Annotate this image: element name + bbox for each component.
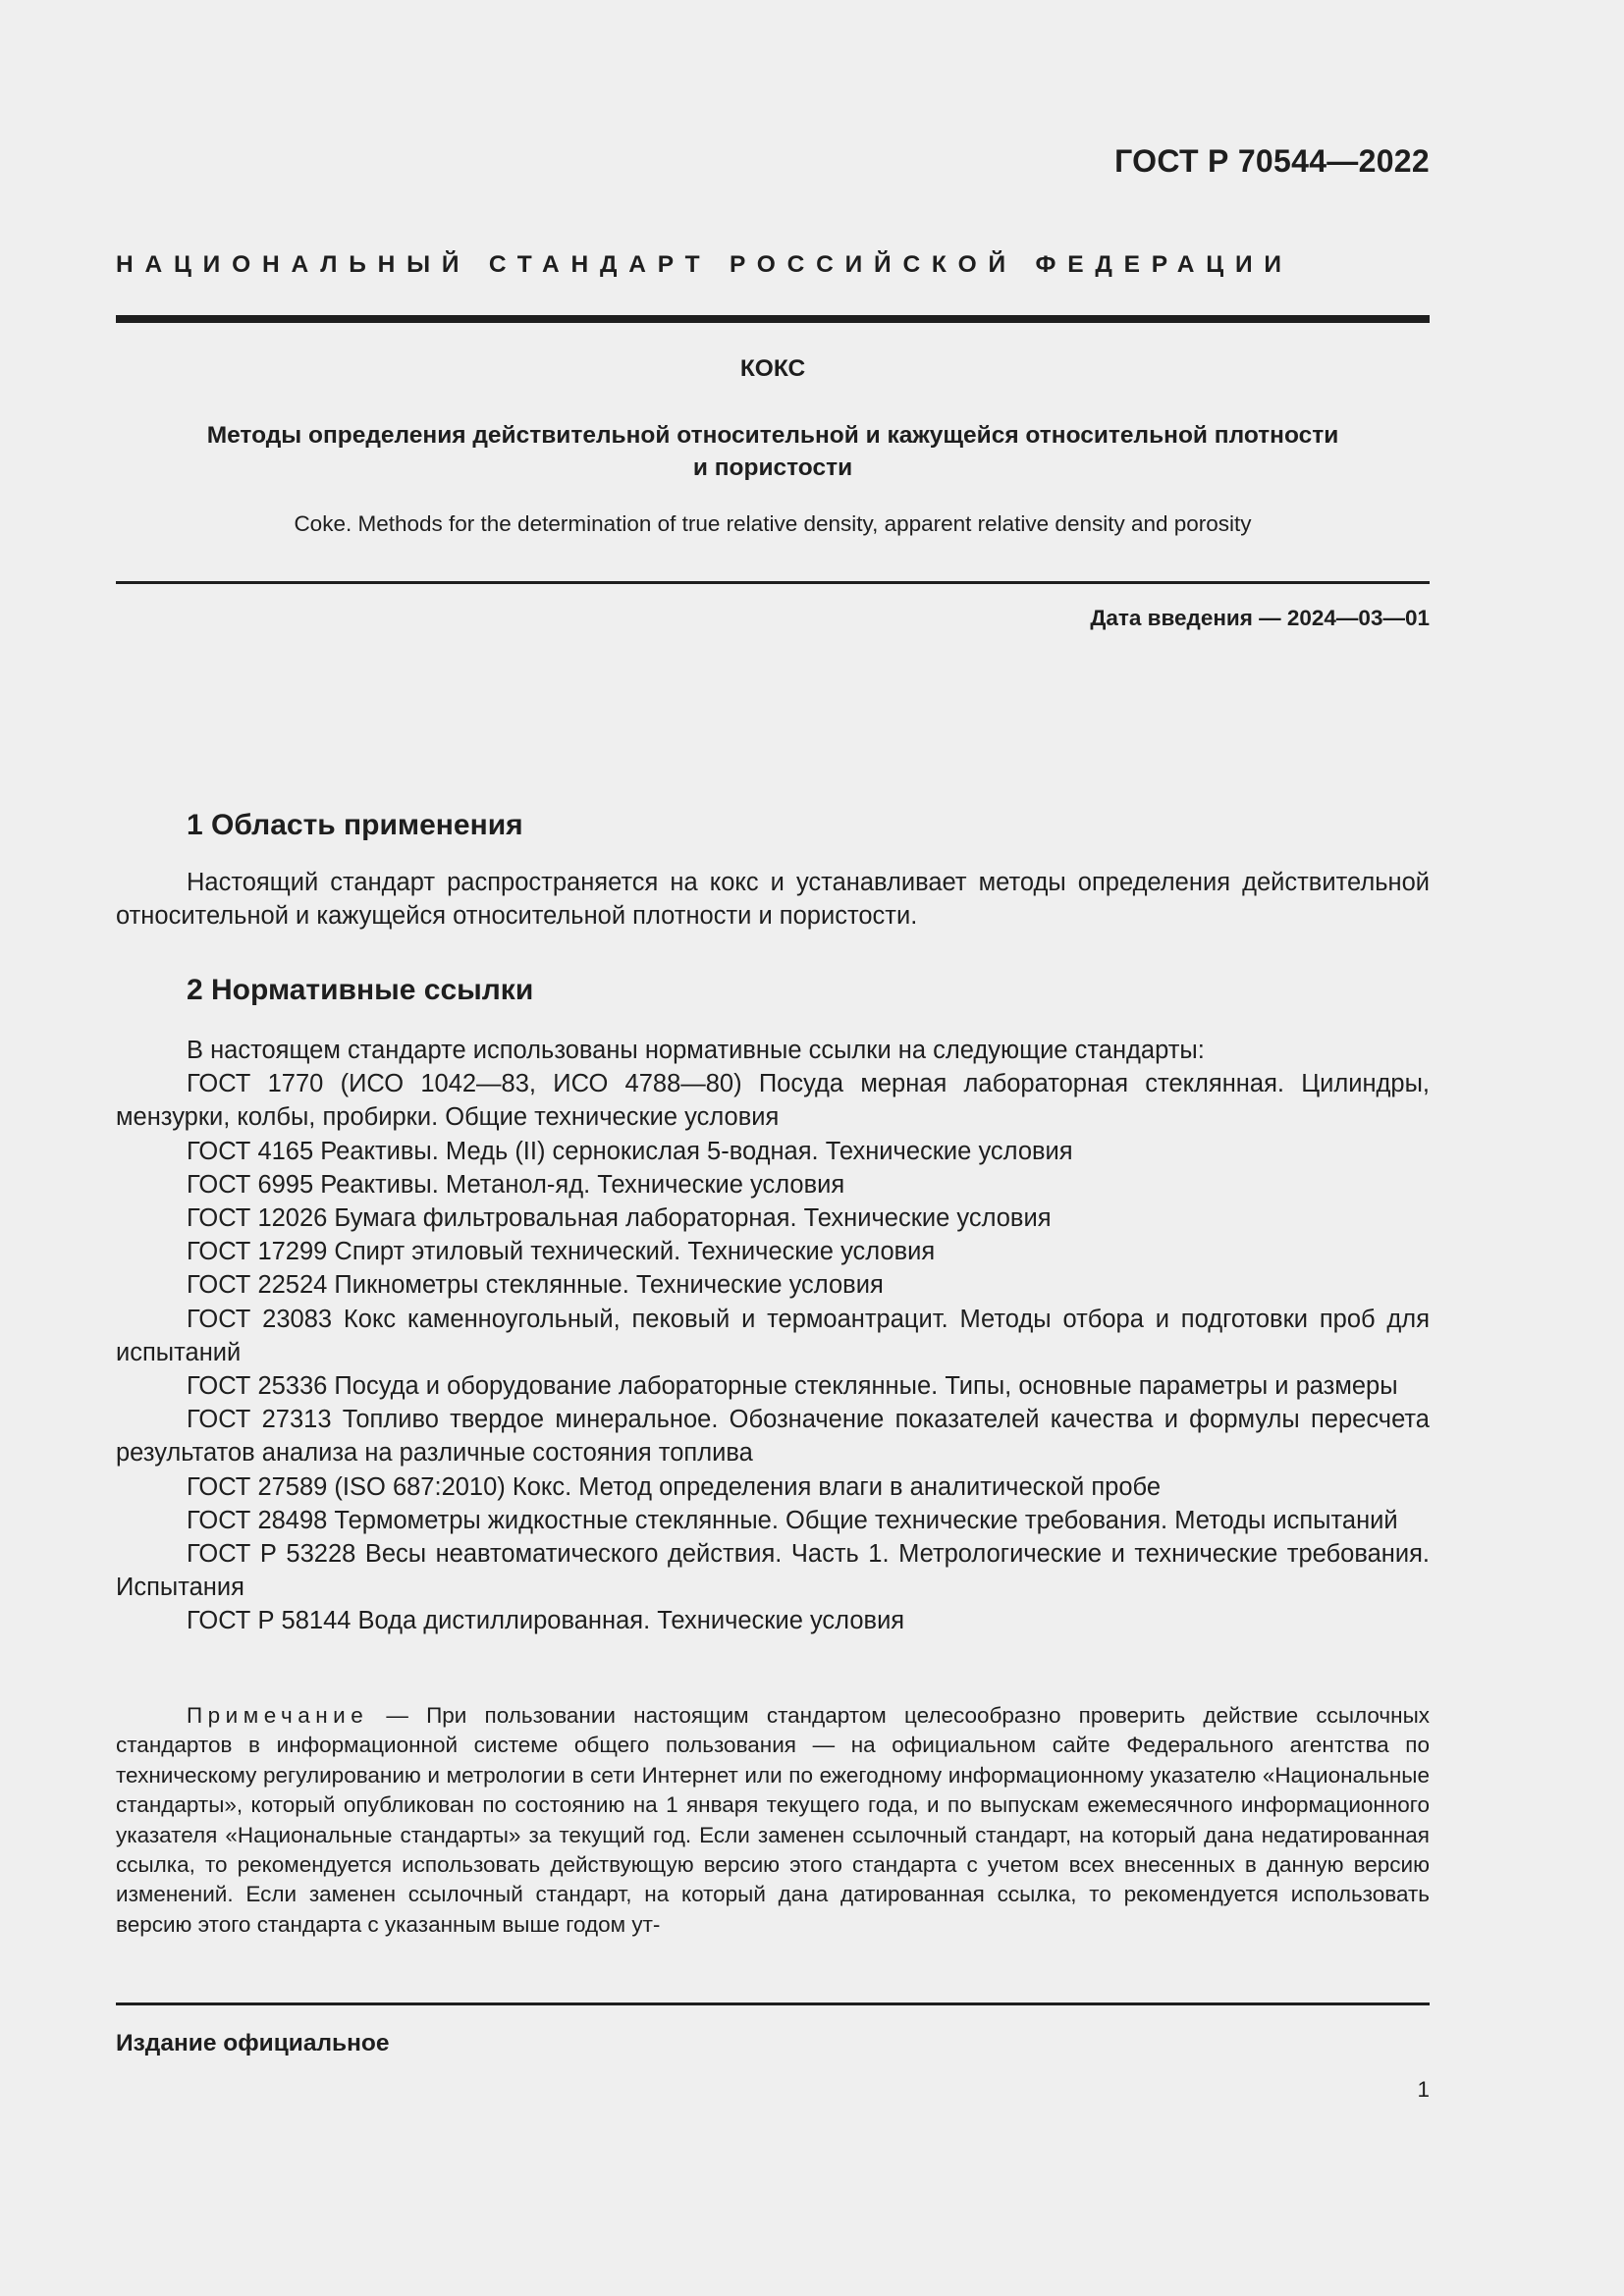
reference-item: ГОСТ Р 58144 Вода дистиллированная. Технические условия	[187, 1607, 905, 1635]
reference-item: ГОСТ 1770 (ИСО 1042—83, ИСО 4788—80) Посуда мерная лабораторная стеклянная. Цилиндры, мензурки, колбы, пробирки. Общие технические условия	[116, 1070, 1430, 1132]
thin-divider-bottom	[116, 2002, 1430, 2005]
title-subtitle-line2: и пористости	[692, 454, 853, 481]
note-label: Примечание	[187, 1703, 369, 1728]
title-subtitle	[116, 419, 1430, 484]
reference-item: ГОСТ 28498 Термометры жидкостные стеклянные. Общие технические требования. Методы испытаний	[187, 1506, 1398, 1534]
reference-item: ГОСТ 23083 Кокс каменноугольный, пековый и термоантрацит. Методы отбора и подготовки проб для испытаний	[116, 1305, 1430, 1366]
national-standard-banner: НАЦИОНАЛЬНЫЙ СТАНДАРТ РОССИЙСКОЙ ФЕДЕРАЦИИ	[116, 251, 1293, 278]
reference-item: ГОСТ 4165 Реактивы. Медь (II) сернокислая 5-водная. Технические условия	[187, 1137, 1073, 1165]
reference-item: ГОСТ 6995 Реактивы. Метанол-яд. Технические условия	[187, 1170, 845, 1199]
introduction-date: Дата введения — 2024—03—01	[1090, 606, 1430, 630]
thin-divider-top	[116, 581, 1430, 584]
reference-intro: В настоящем стандарте использованы нормативные ссылки на следующие стандарты:	[187, 1037, 1205, 1064]
note-text: — При пользовании настоящим стандартом целесообразно проверить действие ссылочных стандартов в информационной системе общего пользования — на официальном сайте Федерального агентства по техническому регулированию и метрологии в сети Интернет или по ежегодному информационному указателю «Национальные стандарты», который опубликован по состоянию на 1 января текущего года, и по выпускам ежемесячного информационного указателя «Национальные стандарты» за текущий год. Если заменен ссылочный стандарт, на который дана недатированная ссылка, то рекомендуется использовать действующую версию этого стандарта с учетом всех внесенных в данную версию изменений. Если заменен ссылочный стандарт, на который дана датированная ссылка, то рекомендуется использовать версию этого стандарта с указанным выше годом ут-	[116, 1703, 1430, 1937]
document-code: ГОСТ Р 70544—2022	[1114, 143, 1430, 179]
reference-item: ГОСТ 22524 Пикнометры стеклянные. Технические условия	[187, 1271, 884, 1300]
official-edition-label: Издание официальное	[116, 2030, 390, 2056]
reference-item: ГОСТ 12026 Бумага фильтровальная лабораторная. Технические условия	[187, 1204, 1052, 1233]
reference-item: ГОСТ 17299 Спирт этиловый технический. Технические условия	[187, 1238, 936, 1266]
section-2-heading: 2 Нормативные ссылки	[187, 974, 534, 1006]
document-page	[116, 0, 1430, 2296]
thick-divider	[116, 315, 1430, 323]
section-1-heading: 1 Область применения	[187, 809, 523, 841]
title-english: Coke. Methods for the determination of true relative density, apparent relative density and porosity	[294, 511, 1252, 536]
page-number: 1	[1417, 2077, 1430, 2102]
reference-item: ГОСТ 27589 (ISO 687:2010) Кокс. Метод определения влаги в аналитической пробе	[187, 1472, 1162, 1501]
section-1-text: Настоящий стандарт распространяется на кокс и устанавливает методы определения действительной относительной и кажущейся относительной плотности и пористости.	[116, 869, 1430, 930]
title-subtitle-line1: Методы определения действительной относительной и кажущейся относительной плотности	[206, 422, 1339, 449]
reference-item: ГОСТ 27313 Топливо твердое минеральное. Обозначение показателей качества и формулы пересчета результатов анализа на различные состояния топлива	[116, 1406, 1430, 1468]
title-main: КОКС	[739, 355, 806, 382]
reference-item: ГОСТ Р 53228 Весы неавтоматического действия. Часть 1. Метрологические и технические требования. Испытания	[116, 1540, 1430, 1602]
reference-note	[116, 1701, 1430, 1940]
reference-item: ГОСТ 25336 Посуда и оборудование лабораторные стеклянные. Типы, основные параметры и размеры	[187, 1372, 1398, 1401]
normative-references-list	[116, 1034, 1430, 1638]
